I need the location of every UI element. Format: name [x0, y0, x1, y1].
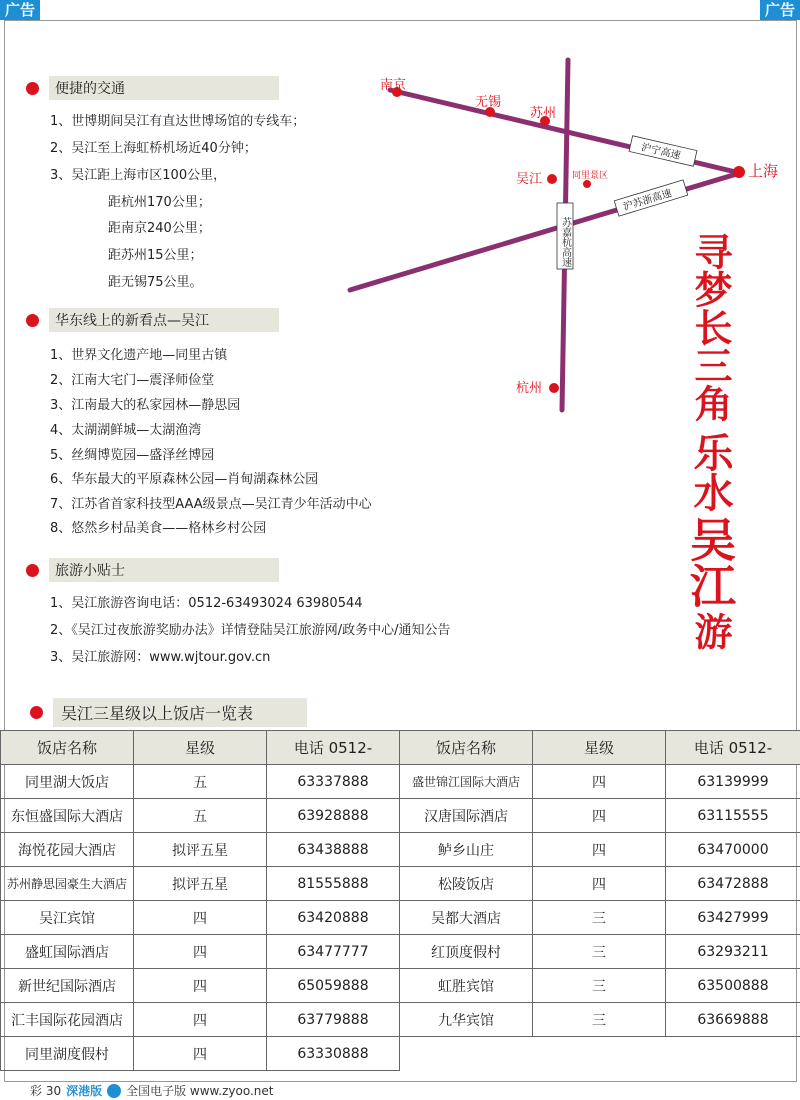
section-heading-transport: [26, 76, 279, 100]
website-link[interactable]: 全国电子版 www.zyoo.net: [126, 1084, 274, 1098]
attraction-line: 3、江南最大的私家园林—静思园: [50, 398, 241, 413]
table-row: [1, 833, 800, 867]
attraction-line: 8、悠然乡村品美食——格林乡村公园: [50, 521, 267, 536]
attraction-line: 2、江南大宅门—震泽师俭堂: [50, 373, 215, 388]
hotel-phone: 63427999: [666, 901, 800, 935]
column-header: 星级: [134, 731, 267, 765]
edition-label: 深港版: [66, 1084, 103, 1098]
column-header: 饭店名称: [1, 731, 134, 765]
hotel-phone: 81555888: [267, 867, 400, 901]
city-label: 杭州: [516, 381, 543, 396]
hotel-phone: 63472888: [666, 867, 800, 901]
hotel-rating: 五: [134, 799, 267, 833]
hotel-name: 松陵饭店: [400, 867, 533, 901]
red-bullet-icon: [30, 706, 43, 719]
column-header: 电话 0512-: [267, 731, 400, 765]
table-row: [1, 1037, 800, 1071]
city-dot-wujiang: [547, 174, 557, 184]
empty-cell: [400, 1037, 533, 1071]
ad-tag-left: 广告: [0, 0, 40, 20]
empty-cell: [666, 1037, 800, 1071]
road-label: 沪苏浙高速: [622, 188, 674, 214]
hotel-name: 同里湖大饭店: [1, 765, 134, 799]
hotel-rating: 四: [533, 765, 666, 799]
hotel-rating: 四: [533, 833, 666, 867]
city-label: 吴江: [516, 172, 543, 187]
hotel-rating: 四: [134, 901, 267, 935]
hotel-name: 盛虹国际酒店: [1, 935, 134, 969]
tip-line: 2、《吴江过夜旅游奖励办法》详情登陆吴江旅游网/政务中心/通知公告: [50, 623, 451, 638]
road-sign-sujiahang: [557, 203, 573, 269]
transport-line: 3、吴江距上海市区100公里，: [50, 168, 227, 183]
hotel-name: 吴江宾馆: [1, 901, 134, 935]
hotel-phone: 63779888: [267, 1003, 400, 1037]
hotel-name: 九华宾馆: [400, 1003, 533, 1037]
transport-line: 距南京240公里；: [108, 221, 211, 236]
road-label: 沪宁高速: [639, 142, 682, 162]
hotel-name: 盛世锦江国际大酒店: [400, 765, 533, 799]
hotel-name: 吴都大酒店: [400, 901, 533, 935]
city-label: 无锡: [475, 95, 502, 110]
section-title: 旅游小贴士: [49, 558, 279, 582]
hotel-name: 苏州静思园豪生大酒店: [1, 867, 134, 901]
city-label: 上海: [748, 162, 779, 180]
table-row: [1, 1003, 800, 1037]
hotel-name: 汉唐国际酒店: [400, 799, 533, 833]
page-number: 彩 30: [30, 1084, 62, 1098]
hotel-phone: 63669888: [666, 1003, 800, 1037]
hotel-name: 虹胜宾馆: [400, 969, 533, 1003]
hotel-phone: 63477777: [267, 935, 400, 969]
hotel-rating: 四: [134, 969, 267, 1003]
slogan: [665, 232, 755, 650]
red-bullet-icon: [26, 314, 39, 327]
hotel-name: 红顶度假村: [400, 935, 533, 969]
transport-line: 距苏州15公里；: [108, 248, 203, 263]
table-row: [1, 935, 800, 969]
hotel-name: 新世纪国际酒店: [1, 969, 134, 1003]
column-header: 电话 0512-: [666, 731, 800, 765]
city-dot-tongli: [583, 180, 591, 188]
hotel-rating: 四: [533, 799, 666, 833]
hotel-rating: 四: [533, 867, 666, 901]
city-label: 南京: [380, 78, 407, 93]
section-title: 便捷的交通: [49, 76, 279, 100]
hotel-table: [0, 730, 800, 1071]
hotel-phone: 63293211: [666, 935, 800, 969]
transport-line: 距杭州170公里；: [108, 195, 211, 210]
hotel-rating: 四: [134, 1003, 267, 1037]
hotel-rating: 五: [134, 765, 267, 799]
hotel-phone: 63500888: [666, 969, 800, 1003]
tip-line: 3、吴江旅游网：www.wjtour.gov.cn: [50, 650, 271, 665]
hotel-name: 海悦花园大酒店: [1, 833, 134, 867]
hotel-name: 鲈乡山庄: [400, 833, 533, 867]
table-row: [1, 969, 800, 1003]
hotel-phone: 63420888: [267, 901, 400, 935]
hotel-phone: 63438888: [267, 833, 400, 867]
attraction-line: 5、丝绸博览园—盛泽丝博园: [50, 448, 215, 463]
city-label: 苏州: [530, 106, 557, 121]
hotel-rating: 拟评五星: [134, 867, 267, 901]
section-title: 吴江三星级以上饭店一览表: [53, 698, 307, 727]
hotel-phone: 63139999: [666, 765, 800, 799]
section-heading-hotels: [30, 698, 307, 727]
city-label: 同里景区: [572, 171, 609, 181]
hotel-phone: 63337888: [267, 765, 400, 799]
transport-line: 距无锡75公里。: [108, 275, 203, 290]
footer: [30, 1082, 273, 1099]
road-sign-husuzhe: [614, 180, 688, 216]
hotel-rating: 四: [134, 1037, 267, 1071]
table-row: [1, 799, 800, 833]
city-dot-hangzhou: [549, 383, 559, 393]
transport-line: 1、世博期间吴江有直达世博场馆的专线车；: [50, 114, 306, 129]
table-row: [1, 765, 800, 799]
slogan-line-2: 乐水: [687, 432, 734, 512]
attraction-line: 1、世界文化遗产地—同里古镇: [50, 348, 228, 363]
hotel-phone: 63115555: [666, 799, 800, 833]
column-header: 星级: [533, 731, 666, 765]
hotel-rating: 三: [533, 969, 666, 1003]
slogan-line-1: 寻梦长三角: [688, 232, 733, 422]
hotel-name: 同里湖度假村: [1, 1037, 134, 1071]
hotel-name: 汇丰国际花园酒店: [1, 1003, 134, 1037]
table-row: [1, 901, 800, 935]
tip-line: 1、吴江旅游咨询电话：0512-63493024 63980544: [50, 596, 363, 611]
hotel-phone: 63928888: [267, 799, 400, 833]
city-dot-shanghai: [733, 166, 745, 178]
column-header: 饭店名称: [400, 731, 533, 765]
transport-line: 2、吴江至上海虹桥机场近40分钟；: [50, 141, 257, 156]
red-bullet-icon: [26, 82, 39, 95]
section-heading-tips: [26, 558, 279, 582]
hotel-phone: 63330888: [267, 1037, 400, 1071]
hotel-rating: 拟评五星: [134, 833, 267, 867]
hotel-name: 东恒盛国际大酒店: [1, 799, 134, 833]
table-header-row: [1, 731, 800, 765]
empty-cell: [533, 1037, 666, 1071]
hotel-rating: 四: [134, 935, 267, 969]
attraction-line: 6、华东最大的平原森林公园—肖甸湖森林公园: [50, 472, 319, 487]
attraction-line: 7、江苏省首家科技型AAA级景点—吴江青少年活动中心: [50, 497, 372, 512]
road-label: 苏嘉杭高速: [559, 217, 571, 267]
hotel-rating: 三: [533, 1003, 666, 1037]
hotel-phone: 63470000: [666, 833, 800, 867]
road-sign-huning: [629, 136, 697, 166]
hotel-phone: 65059888: [267, 969, 400, 1003]
slogan-line-3: 吴江: [683, 516, 737, 608]
attraction-line: 4、太湖湖鲜城—太湖渔湾: [50, 423, 202, 438]
hotel-rating: 三: [533, 935, 666, 969]
red-bullet-icon: [26, 564, 39, 577]
table-row: [1, 867, 800, 901]
ad-tag-right: 广告: [760, 0, 800, 20]
hotel-rating: 三: [533, 901, 666, 935]
publication-logo-icon: [107, 1084, 121, 1098]
slogan-line-4: 游: [688, 612, 733, 650]
section-title: 华东线上的新看点—吴江: [49, 308, 279, 332]
section-heading-attractions: [26, 308, 279, 332]
